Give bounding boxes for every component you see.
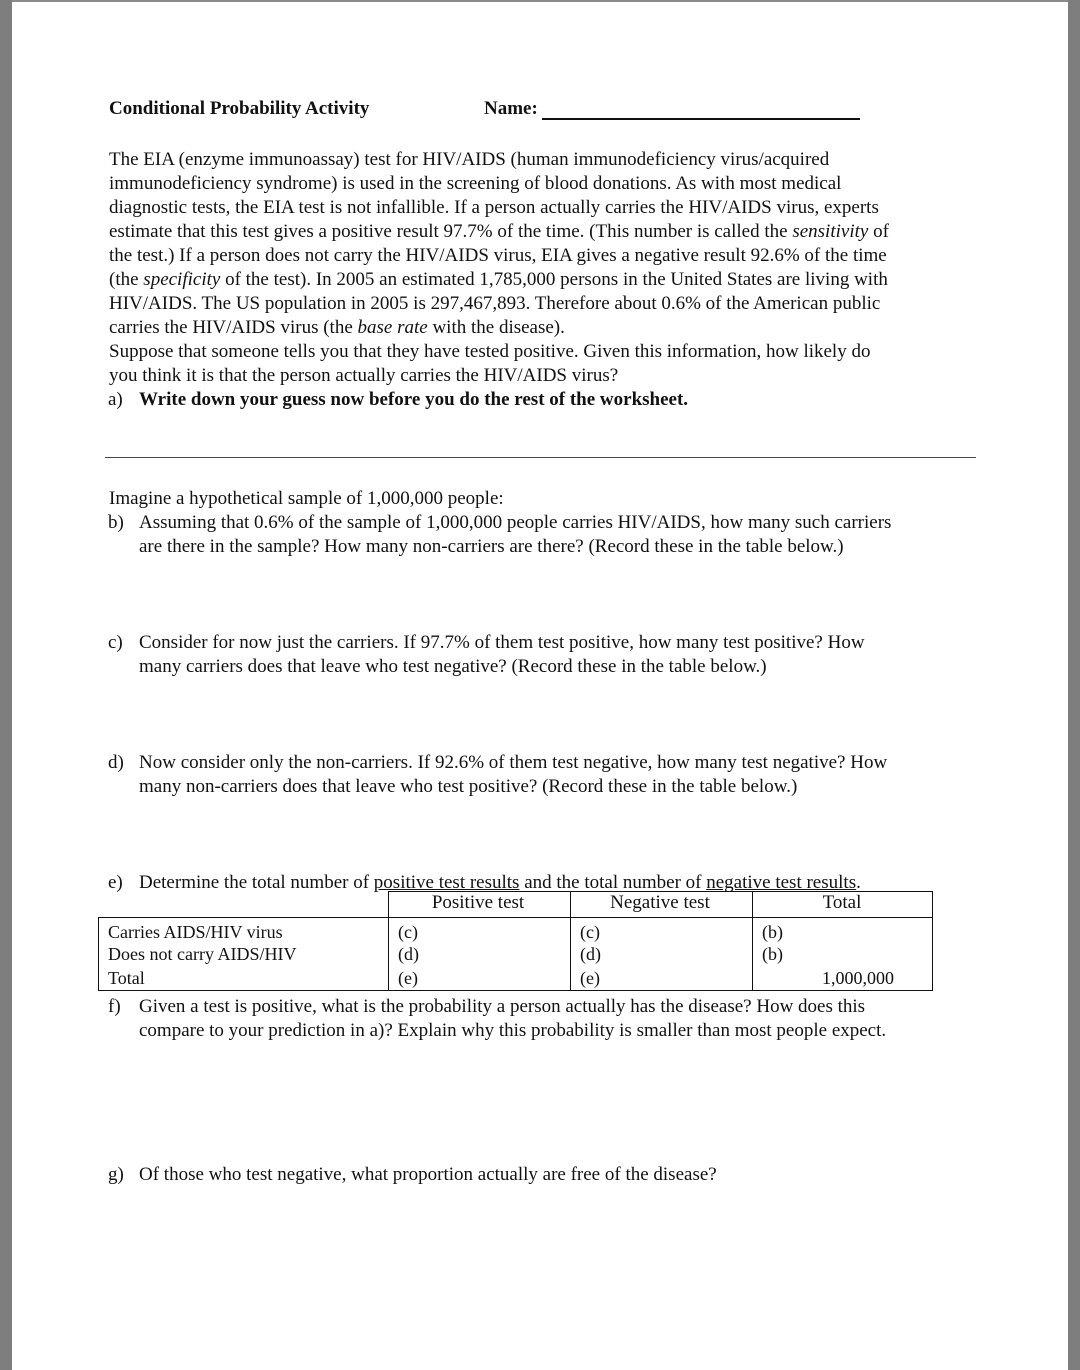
question-label: b)	[108, 512, 124, 533]
sample-intro: Imagine a hypothetical sample of 1,000,000 people:	[109, 488, 504, 509]
name-blank-line	[542, 118, 860, 120]
right-margin	[1068, 0, 1080, 1370]
question-label: f)	[108, 996, 121, 1017]
underlined-term: negative test results	[706, 872, 857, 893]
base-rate-term: base rate	[357, 317, 428, 338]
question-text: Now consider only the non-carriers. If 92.6% of them test negative, how many test negative? How	[139, 752, 888, 773]
row-label: Does not carry AIDS/HIV	[108, 944, 297, 964]
question-label: e)	[108, 872, 123, 893]
table-rule	[388, 891, 389, 991]
question-label: d)	[108, 752, 124, 773]
intro-text: of	[868, 221, 889, 242]
sensitivity-term: sensitivity	[792, 221, 869, 242]
worksheet-title: Conditional Probability Activity	[109, 98, 370, 119]
answer-divider-line	[105, 457, 976, 458]
table-rule	[98, 917, 933, 918]
question-label: a)	[108, 389, 123, 410]
intro-line: immunodeficiency syndrome) is used in the screening of blood donations. As with most medical	[109, 173, 842, 194]
table-rule	[98, 917, 99, 991]
cell-negative: (c)	[580, 922, 600, 942]
row-label: Carries AIDS/HIV virus	[108, 922, 283, 942]
intro-text: estimate that this test gives a positive result 97.7% of the time. (This number is called the	[109, 221, 793, 242]
question-text: many non-carriers does that leave who test positive? (Record these in the table below.)	[139, 776, 798, 797]
intro-line	[109, 220, 889, 244]
question-text: many carriers does that leave who test negative? (Record these in the table below.)	[139, 656, 767, 677]
table-rule	[570, 891, 571, 991]
question-c	[108, 631, 1008, 679]
cell-negative: (d)	[580, 944, 601, 964]
cell-total: (b)	[762, 944, 783, 964]
header-negative-test: Negative test	[610, 892, 710, 913]
cell-positive: (d)	[398, 944, 419, 964]
question-text: Assuming that 0.6% of the sample of 1,000,000 people carries HIV/AIDS, how many such carriers	[139, 512, 892, 533]
question-label: c)	[108, 632, 123, 653]
table-rule	[388, 891, 933, 892]
question-text-part: and the total number of	[519, 872, 707, 893]
question-text: Consider for now just the carriers. If 97.7% of them test positive, how many test positive? How	[139, 632, 865, 653]
intro-line: Suppose that someone tells you that they have tested positive. Given this information, how likely do	[109, 341, 871, 362]
intro-line: diagnostic tests, the EIA test is not infallible. If a person actually carries the HIV/AIDS virus, experts	[109, 197, 879, 218]
row-label: Total	[108, 968, 145, 988]
table-rule	[932, 891, 933, 991]
header-positive-test: Positive test	[431, 892, 525, 913]
cell-positive: (e)	[398, 968, 418, 988]
question-label: g)	[108, 1164, 124, 1185]
header-total: Total	[822, 892, 862, 913]
results-table	[98, 891, 933, 991]
cell-total: (b)	[762, 922, 783, 942]
intro-line	[109, 316, 565, 340]
question-text: Write down your guess now before you do the rest of the worksheet.	[139, 389, 689, 410]
specificity-term: specificity	[143, 269, 221, 290]
question-text-part: Determine the total number of	[139, 872, 374, 893]
cell-total: 1,000,000	[822, 968, 894, 988]
intro-text: of the test). In 2005 an estimated 1,785,000 persons in the United States are living with	[220, 269, 888, 290]
cell-positive: (c)	[398, 922, 418, 942]
intro-line	[109, 268, 888, 292]
question-text: Of those who test negative, what proportion actually are free of the disease?	[139, 1164, 717, 1185]
cell-negative: (e)	[580, 968, 600, 988]
intro-text: (the	[109, 269, 144, 290]
question-f	[108, 995, 1008, 1043]
table-rule	[98, 990, 933, 991]
question-text-part: .	[856, 872, 861, 893]
intro-text: with the disease).	[427, 317, 565, 338]
underlined-term: positive test results	[373, 872, 520, 893]
left-margin	[0, 0, 12, 1370]
name-label: Name:	[484, 98, 538, 119]
question-text: Given a test is positive, what is the probability a person actually has the disease? How does this	[139, 996, 866, 1017]
intro-line: HIV/AIDS. The US population in 2005 is 297,467,893. Therefore about 0.6% of the American public	[109, 293, 881, 314]
question-text: compare to your prediction in a)? Explain why this probability is smaller than most people expect.	[139, 1020, 887, 1041]
intro-text: carries the HIV/AIDS virus (the	[109, 317, 358, 338]
intro-line: you think it is that the person actually carries the HIV/AIDS virus?	[109, 365, 619, 386]
question-b	[108, 511, 1008, 559]
question-text: are there in the sample? How many non-carriers are there? (Record these in the table below.)	[139, 536, 844, 557]
question-d	[108, 751, 1008, 799]
intro-line: the test.) If a person does not carry the HIV/AIDS virus, EIA gives a negative result 92.6% of the time	[109, 245, 887, 266]
intro-line: The EIA (enzyme immunoassay) test for HIV/AIDS (human immunodeficiency virus/acquired	[109, 149, 830, 170]
worksheet-page	[12, 2, 1068, 1370]
